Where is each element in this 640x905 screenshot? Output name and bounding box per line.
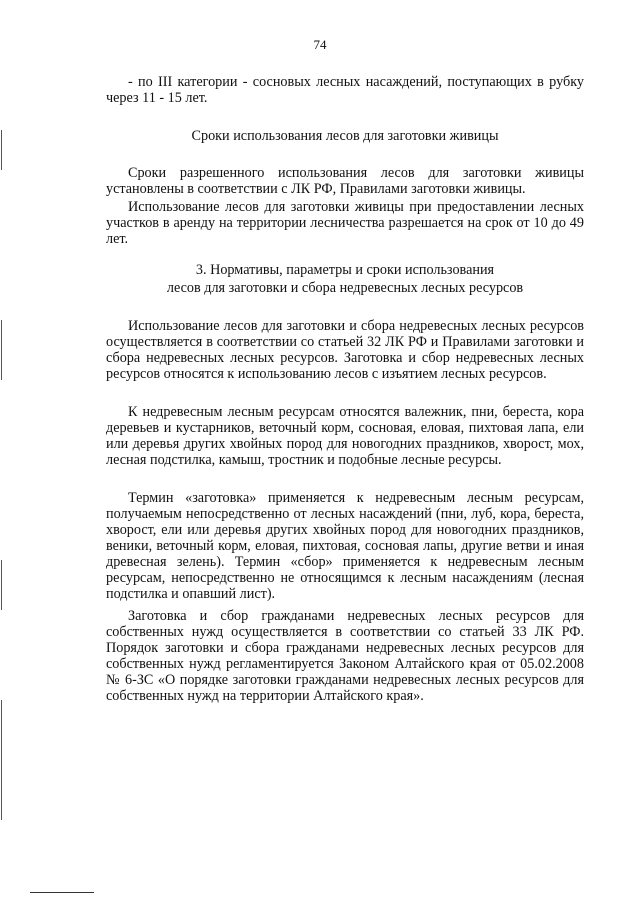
scan-edge <box>0 0 4 905</box>
section-heading-resin: Сроки использования лесов для заготовки живицы <box>191 128 499 144</box>
paragraph-resin-lease: Использование лесов для заготовки живицы при предоставлении лесных участков в аренду на территории лесничества разрешается на срок от 10 до 49 лет. <box>106 199 584 247</box>
page-number: 74 <box>313 37 327 52</box>
paragraph-terms: Термин «заготовка» применяется к недревесным лесным ресурсам, получаемым непосредственно от лесных насаждений (пни, луб, кора, береста, хворост, ели или деревья других хвойных пород для новогодних праздников, веники, веточный корм, еловая, пихтовая, сосновая лапы, другие ветви и иная древесная зелень). Термин «сбор» применяется к недревесным лесным ресурсам, непосредственно не относящимся к лесным насаждениям (лесная подстилка и опавший лист). <box>106 490 584 602</box>
section-heading-3-line1: 3. Нормативы, параметры и сроки использования <box>195 262 495 278</box>
section-heading-3-line2: лесов для заготовки и сбора недревесных лесных ресурсов <box>166 280 524 296</box>
footnote-rule <box>30 892 94 893</box>
paragraph-resin-terms: Сроки разрешенного использования лесов для заготовки живицы установлены в соответствии с ЛК РФ, Правилами заготовки живицы. <box>106 165 584 197</box>
paragraph-citizens: Заготовка и сбор гражданами недревесных лесных ресурсов для собственных нужд осуществляется в соответствии со статьей 33 ЛК РФ. Порядок заготовки и сбора гражданами недревесных лесных ресурсов для собственных нужд регламентируется Законом Алтайского края от 05.02.2008 № 6-ЗС «О порядке заготовки гражданами недревесных лесных ресурсов для собственных нужд на территории Алтайского края». <box>106 608 584 704</box>
paragraph-nonwood-list: К недревесным лесным ресурсам относятся валежник, пни, береста, кора деревьев и кустарников, веточный корм, сосновая, еловая, пихтовая лапа, ели или деревья других хвойных пород для новогодних праздников, хворост, мох, лесная подстилка, камыш, тростник и подобные лесные ресурсы. <box>106 404 584 468</box>
intro-paragraph: - по III категории - сосновых лесных насаждений, поступающих в рубку через 11 - 15 лет. <box>106 74 584 106</box>
paragraph-nonwood-use: Использование лесов для заготовки и сбора недревесных лесных ресурсов осуществляется в соответствии со статьей 32 ЛК РФ и Правилами заготовки и сбора недревесных лесных ресурсов. Заготовка и сбор недревесных лесных ресурсов относятся к использованию лесов с изъятием лесных ресурсов. <box>106 318 584 382</box>
